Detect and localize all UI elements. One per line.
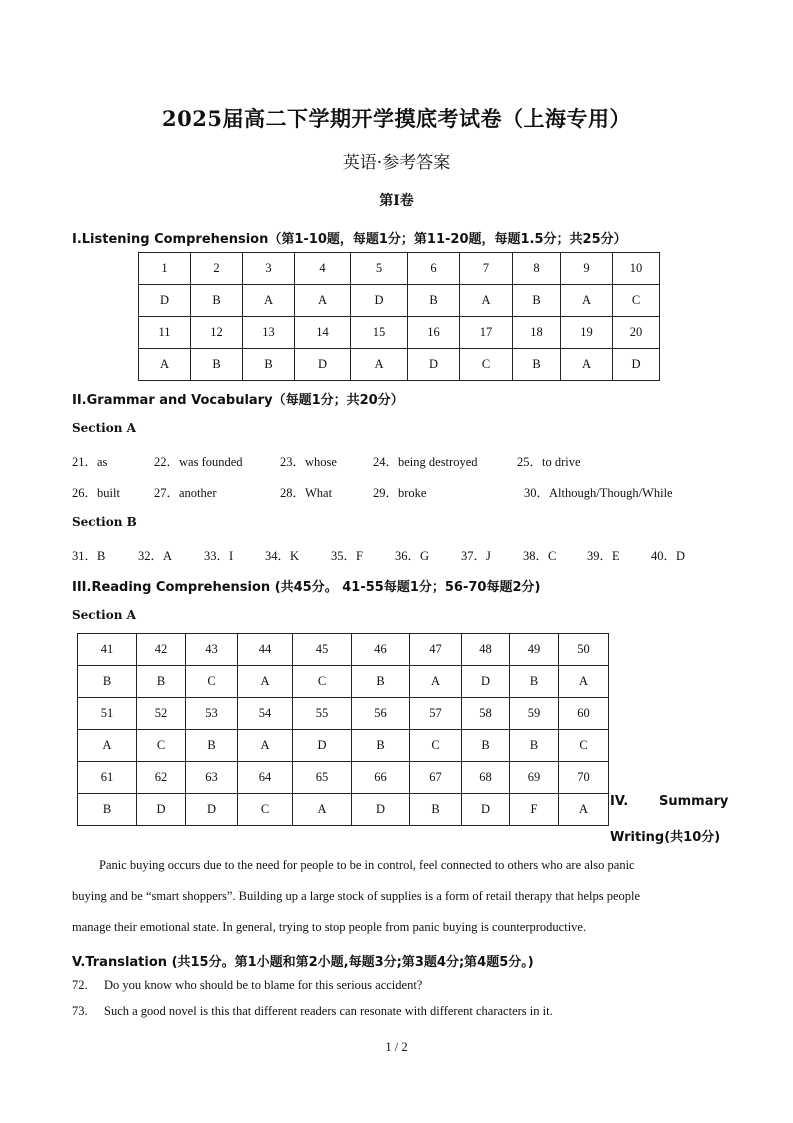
answer-item: 27．another	[154, 486, 217, 500]
part1-note: （第1-10题，每题1分；第11-20题，每题1.5分；共25分）	[268, 232, 627, 247]
answer-cell: C	[186, 666, 238, 698]
answer-cell: C	[613, 285, 660, 317]
question-number-cell: 59	[510, 698, 559, 730]
answer-item: 31．B	[72, 549, 106, 563]
question-number-cell: 52	[137, 698, 186, 730]
part5-note: (共15分。第1小题和第2小题,每题3分;第3题4分;第4题5分。)	[171, 955, 534, 970]
question-number-cell: 47	[410, 634, 462, 666]
answer-cell: B	[243, 349, 295, 381]
answer-cell: B	[410, 794, 462, 826]
question-number-cell: 53	[186, 698, 238, 730]
question-number-cell: 5	[351, 253, 408, 285]
summary-line: Panic buying occurs due to the need for people to be in control, feel connected to others who are also panic	[99, 858, 635, 872]
answer-cell: D	[352, 794, 410, 826]
translation-item	[72, 978, 423, 993]
answer-cell: D	[293, 730, 352, 762]
question-number-cell: 67	[410, 762, 462, 794]
answer-cell: F	[510, 794, 559, 826]
question-number-cell: 54	[238, 698, 293, 730]
answer-cell: D	[137, 794, 186, 826]
answer-cell: D	[462, 794, 510, 826]
page-subtitle: 英语·参考答案	[342, 153, 451, 173]
question-number-cell: 63	[186, 762, 238, 794]
answer-cell: D	[295, 349, 351, 381]
answer-item: 22．was founded	[154, 455, 243, 469]
answer-cell: A	[561, 285, 613, 317]
answer-cell: B	[513, 285, 561, 317]
question-number-cell: 9	[561, 253, 613, 285]
answer-cell: A	[410, 666, 462, 698]
question-number-cell: 4	[295, 253, 351, 285]
answer-cell: A	[295, 285, 351, 317]
table-row	[78, 762, 609, 794]
part3-note: (共45分。 41-55每题1分；56-70每题2分)	[274, 580, 541, 595]
question-number-cell: 17	[460, 317, 513, 349]
answer-cell: B	[510, 730, 559, 762]
answer-cell: A	[351, 349, 408, 381]
question-number-cell: 6	[408, 253, 460, 285]
question-number-cell: 58	[462, 698, 510, 730]
answer-item: 30．Although/Though/While	[524, 486, 673, 500]
answer-cell: D	[613, 349, 660, 381]
question-number-cell: 66	[352, 762, 410, 794]
question-number-cell: 12	[191, 317, 243, 349]
table-row	[78, 730, 609, 762]
question-number-cell: 11	[139, 317, 191, 349]
table-row	[78, 634, 609, 666]
answer-cell: B	[462, 730, 510, 762]
table-row	[78, 794, 609, 826]
question-number-cell: 57	[410, 698, 462, 730]
question-number-cell: 19	[561, 317, 613, 349]
answer-item: 25．to drive	[517, 455, 581, 469]
part1-heading	[72, 228, 627, 247]
answer-cell: A	[78, 730, 137, 762]
answer-cell: C	[559, 730, 609, 762]
question-number-cell: 3	[243, 253, 295, 285]
question-number-cell: 42	[137, 634, 186, 666]
volume-label: 第Ⅰ卷	[379, 193, 414, 209]
part2-section-b-label: Section B	[72, 515, 137, 529]
answer-cell: D	[139, 285, 191, 317]
reading-answer-table	[77, 633, 609, 826]
question-number-cell: 62	[137, 762, 186, 794]
question-number-cell: 43	[186, 634, 238, 666]
question-number-cell: 45	[293, 634, 352, 666]
translation-number: 73.	[72, 1004, 88, 1018]
answer-cell: B	[78, 666, 137, 698]
answer-cell: D	[408, 349, 460, 381]
question-number-cell: 1	[139, 253, 191, 285]
question-number-cell: 46	[352, 634, 410, 666]
answer-item: 29．broke	[373, 486, 427, 500]
answer-cell: B	[186, 730, 238, 762]
answer-cell: B	[352, 730, 410, 762]
answer-item: 24．being destroyed	[373, 455, 478, 469]
part2-note: （每题1分；共20分）	[272, 393, 404, 408]
answer-cell: D	[351, 285, 408, 317]
listening-answer-table	[138, 252, 660, 381]
answer-item: 38．C	[523, 549, 557, 563]
answer-item: 33．I	[204, 549, 234, 563]
answer-item: 32．A	[138, 549, 173, 563]
translation-item	[72, 1004, 553, 1019]
summary-line: manage their emotional state. In general, trying to stop people from panic buying is counterproductive.	[72, 920, 587, 934]
answer-cell: B	[510, 666, 559, 698]
answer-cell: C	[460, 349, 513, 381]
answer-cell: C	[238, 794, 293, 826]
answer-cell: A	[559, 794, 609, 826]
part2-title: II.Grammar and Vocabulary	[72, 393, 273, 408]
question-number-cell: 60	[559, 698, 609, 730]
question-number-cell: 16	[408, 317, 460, 349]
part2-section-a-label: Section A	[72, 421, 136, 435]
part4-heading-a: IV.	[610, 794, 629, 809]
answer-cell: B	[78, 794, 137, 826]
answer-cell: B	[408, 285, 460, 317]
answer-cell: A	[293, 794, 352, 826]
question-number-cell: 8	[513, 253, 561, 285]
part5-heading	[72, 951, 534, 970]
translation-text: Do you know who should be to blame for this serious accident?	[104, 978, 423, 992]
answer-cell: A	[559, 666, 609, 698]
question-number-cell: 61	[78, 762, 137, 794]
answer-cell: B	[352, 666, 410, 698]
summary-line: buying and be “smart shoppers”. Building up a large stock of supplies is a form of retail therapy that helps people	[72, 889, 641, 903]
question-number-cell: 68	[462, 762, 510, 794]
question-number-cell: 48	[462, 634, 510, 666]
question-number-cell: 69	[510, 762, 559, 794]
answer-cell: A	[460, 285, 513, 317]
part4-heading-c: Writing(共10分)	[610, 830, 721, 845]
question-number-cell: 18	[513, 317, 561, 349]
answer-cell: B	[137, 666, 186, 698]
summary-paragraph	[72, 850, 722, 943]
question-number-cell: 50	[559, 634, 609, 666]
answer-cell: A	[243, 285, 295, 317]
question-number-cell: 64	[238, 762, 293, 794]
answer-item: 40．D	[651, 549, 686, 563]
answer-item: 36．G	[395, 549, 430, 563]
answer-cell: A	[139, 349, 191, 381]
question-number-cell: 41	[78, 634, 137, 666]
answer-item: 26．built	[72, 486, 120, 500]
part3-heading	[72, 576, 540, 595]
answer-cell: B	[191, 349, 243, 381]
question-number-cell: 70	[559, 762, 609, 794]
question-number-cell: 65	[293, 762, 352, 794]
part5-title: V.Translation	[72, 955, 168, 970]
answer-cell: A	[238, 730, 293, 762]
question-number-cell: 13	[243, 317, 295, 349]
answer-cell: C	[410, 730, 462, 762]
part3-section-a-label: Section A	[72, 608, 136, 622]
answer-cell: D	[186, 794, 238, 826]
answer-cell: B	[191, 285, 243, 317]
answer-cell: A	[561, 349, 613, 381]
translation-number: 72.	[72, 978, 88, 992]
answer-cell: A	[238, 666, 293, 698]
question-number-cell: 55	[293, 698, 352, 730]
answer-item: 23．whose	[280, 455, 337, 469]
answer-item: 39．E	[587, 549, 620, 563]
page-number: 1 / 2	[385, 1040, 408, 1054]
part2-heading	[72, 389, 404, 408]
question-number-cell: 56	[352, 698, 410, 730]
translation-text: Such a good novel is this that different readers can resonate with different characters in it.	[104, 1004, 553, 1018]
answer-cell: D	[462, 666, 510, 698]
question-number-cell: 44	[238, 634, 293, 666]
question-number-cell: 2	[191, 253, 243, 285]
table-row	[139, 253, 660, 285]
page-title: 2025届高二下学期开学摸底考试卷（上海专用）	[162, 106, 631, 131]
part1-title: I.Listening Comprehension	[72, 232, 269, 247]
table-row	[78, 666, 609, 698]
answer-item: 37．J	[461, 549, 491, 563]
question-number-cell: 15	[351, 317, 408, 349]
part4-heading-b: Summary	[659, 794, 729, 809]
part3-title: III.Reading Comprehension	[72, 580, 271, 595]
question-number-cell: 7	[460, 253, 513, 285]
table-row	[78, 698, 609, 730]
question-number-cell: 14	[295, 317, 351, 349]
answer-cell: C	[137, 730, 186, 762]
table-row	[139, 317, 660, 349]
answer-cell: B	[513, 349, 561, 381]
table-row	[139, 349, 660, 381]
answer-item: 28．What	[280, 486, 333, 500]
answer-cell: C	[293, 666, 352, 698]
question-number-cell: 51	[78, 698, 137, 730]
table-row	[139, 285, 660, 317]
question-number-cell: 10	[613, 253, 660, 285]
question-number-cell: 20	[613, 317, 660, 349]
question-number-cell: 49	[510, 634, 559, 666]
answer-item: 34．K	[265, 549, 300, 563]
answer-item: 21．as	[72, 455, 108, 469]
answer-item: 35．F	[331, 549, 363, 563]
